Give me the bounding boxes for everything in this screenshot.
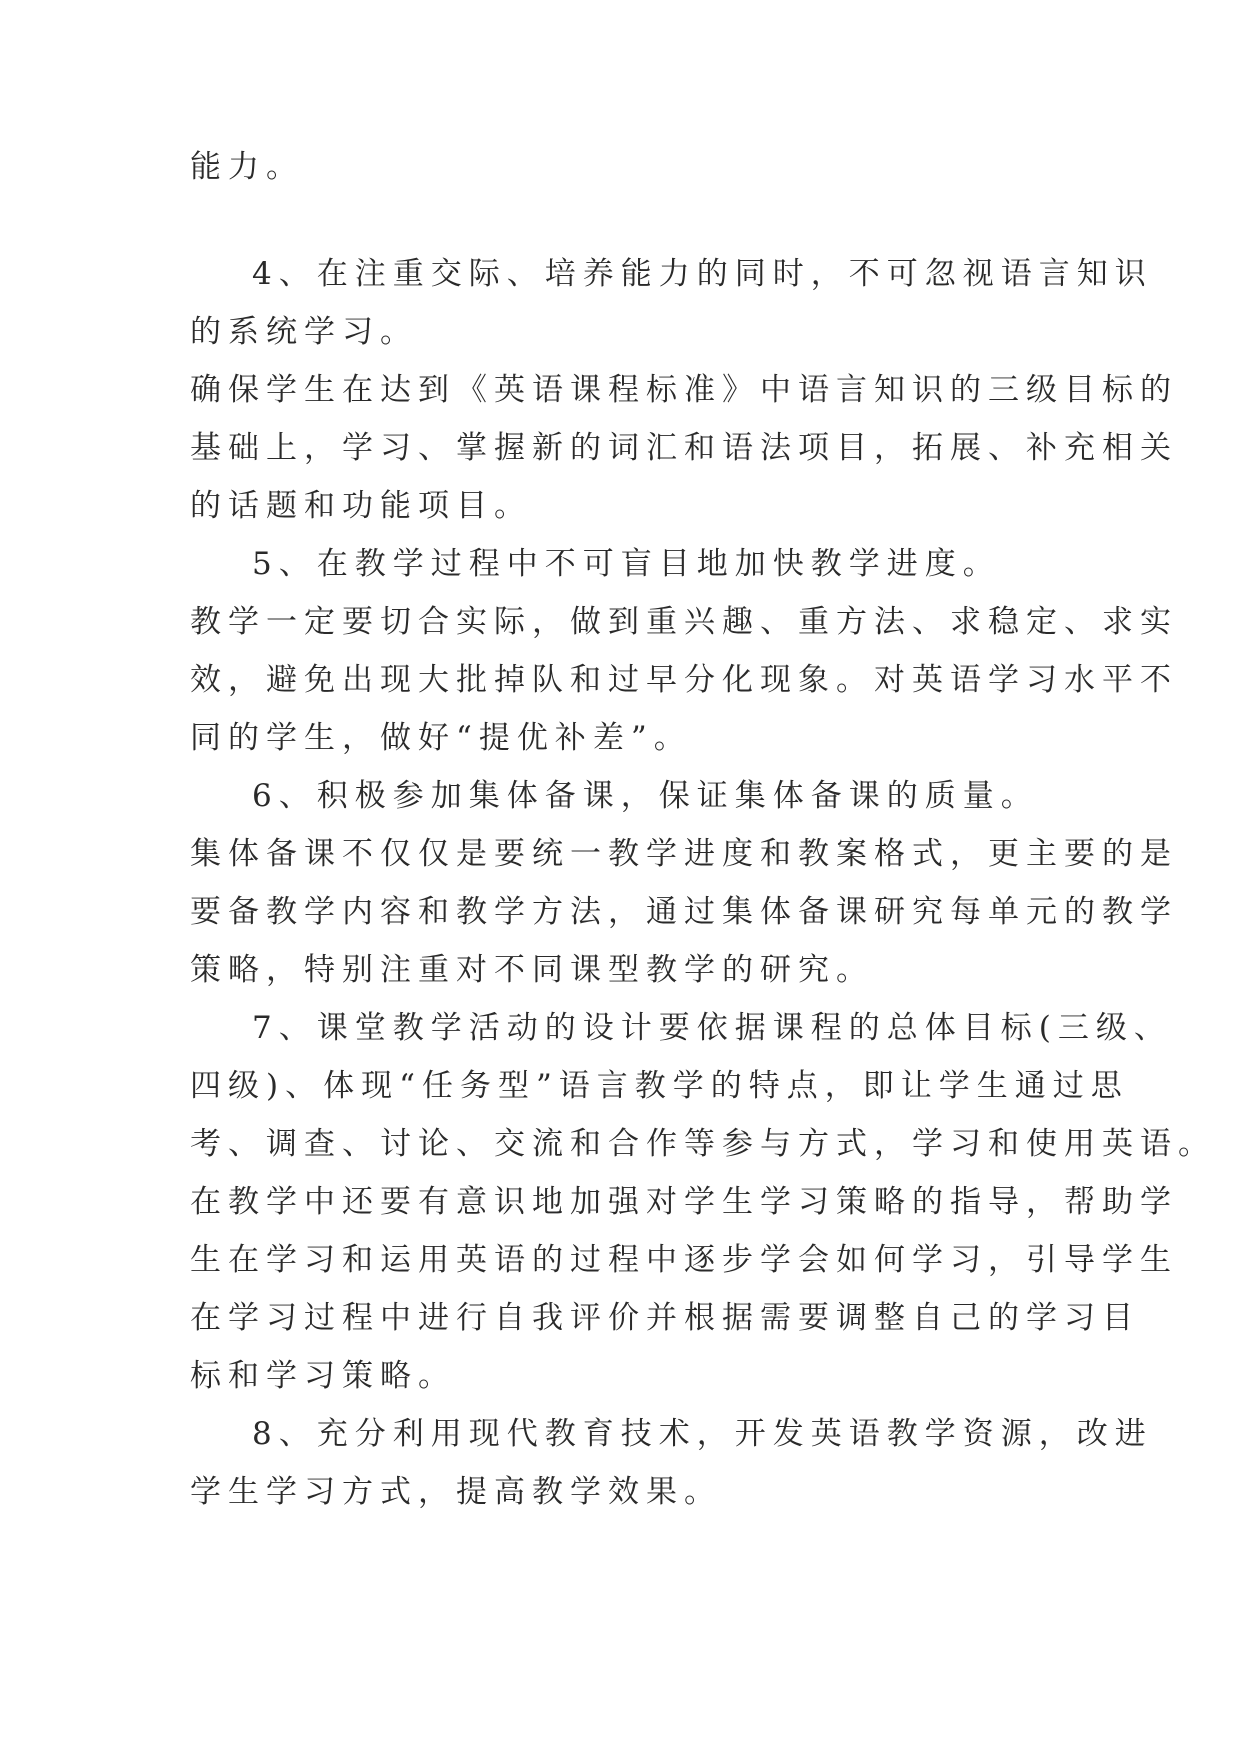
text-line: 生在学习和运用英语的过程中逐步学会如何学习，引导学生 [190,1242,1178,1278]
section-6 [190,767,1178,999]
text-line: 教学一定要切合实际，做到重兴趣、重方法、求稳定、求实 [190,604,1178,640]
text-line: 同的学生，做好“提优补差”。 [190,720,692,756]
section-heading-4: 4、在注重交际、培养能力的同时，不可忽视语言知识 [252,256,1153,292]
text-line: 确保学生在达到《英语课程标准》中语言知识的三级目标的 [190,372,1178,408]
text-line: 的系统学习。 [190,314,418,350]
text-line: 集体备课不仅仅是要统一教学进度和教案格式，更主要的是 [190,836,1178,872]
paragraph-continuation [190,138,1090,196]
text-line: 在教学中还要有意识地加强对学生学习策略的指导，帮助学 [190,1184,1178,1220]
section-4 [190,245,1178,535]
text-line: 在学习过程中进行自我评价并根据需要调整自己的学习目 [190,1300,1140,1336]
text-line: 要备教学内容和教学方法，通过集体备课研究每单元的教学 [190,894,1178,930]
section-5 [190,535,1178,767]
section-heading-5: 5、在教学过程中不可盲目地加快教学进度。 [252,546,1001,582]
section-7 [190,999,1216,1405]
text-line: 的话题和功能项目。 [190,488,532,524]
section-heading-8: 8、充分利用现代教育技术，开发英语教学资源，改进 [252,1416,1153,1452]
section-8 [190,1405,1153,1521]
text-line: 能力。 [190,149,304,185]
text-line: 四级)、体现“任务型”语言教学的特点，即让学生通过思 [190,1068,1129,1104]
text-line: 效，避免出现大批掉队和过早分化现象。对英语学习水平不 [190,662,1178,698]
text-line: 策略，特别注重对不同课型教学的研究。 [190,952,874,988]
section-heading-6: 6、积极参加集体备课，保证集体备课的质量。 [252,778,1039,814]
section-heading-7: 7、课堂教学活动的设计要依据课程的总体目标(三级、 [252,1010,1172,1046]
text-line: 基础上，学习、掌握新的词汇和语法项目，拓展、补充相关 [190,430,1178,466]
text-line: 标和学习策略。 [190,1358,456,1394]
text-line: 考、调查、讨论、交流和合作等参与方式，学习和使用英语。 [190,1126,1216,1162]
text-line: 学生学习方式，提高教学效果。 [190,1474,722,1510]
